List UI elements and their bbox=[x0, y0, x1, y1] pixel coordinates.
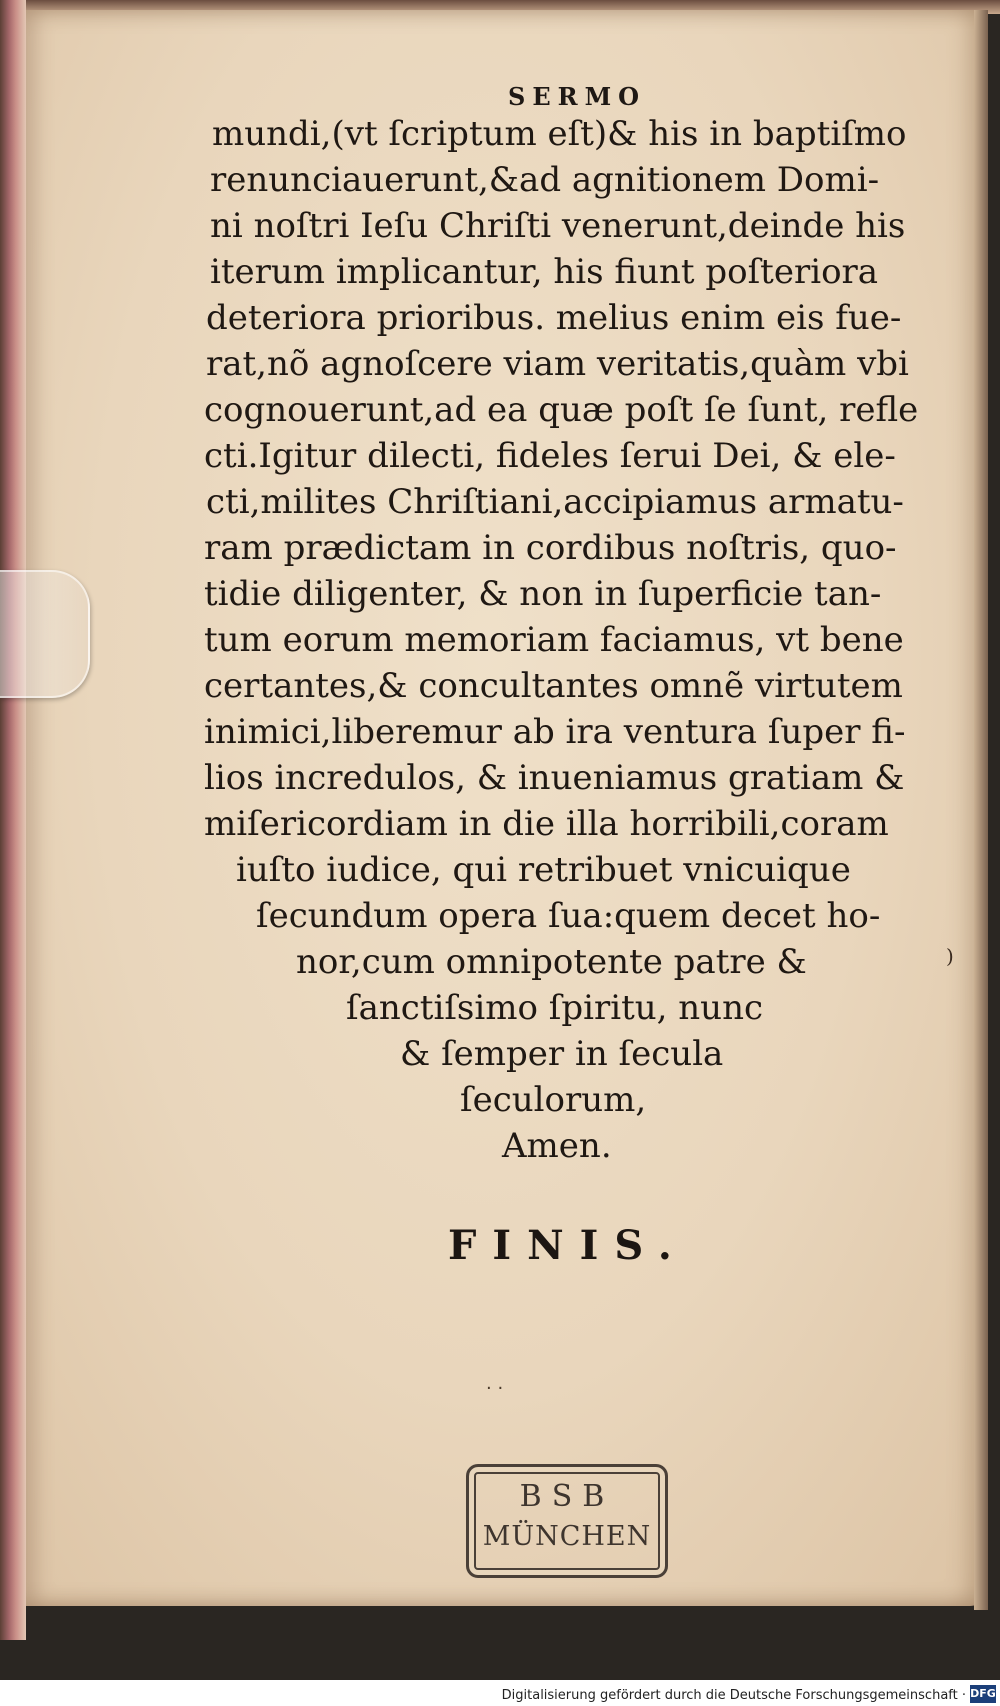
text-line: mundi,(vt ſcriptum eſt)& his in baptiſmo bbox=[212, 114, 907, 154]
page-binding-edge bbox=[0, 0, 26, 1640]
stamp-text-munchen: MÜNCHEN bbox=[482, 1521, 652, 1552]
text-line: cti.Igitur dilecti, fideles ſerui Dei, & ele- bbox=[204, 436, 896, 476]
text-line: tidie diligenter, & non in ſuperficie tan- bbox=[204, 574, 882, 614]
text-line: ram prædictam in cordibus noſtris, quo- bbox=[204, 528, 897, 568]
text-line: inimici,liberemur ab ira ventura ſuper fi- bbox=[204, 712, 906, 752]
library-stamp bbox=[466, 1464, 668, 1578]
text-line: cognouerunt,ad ea quæ poſt ſe ſunt, refle bbox=[204, 390, 919, 430]
text-line: ſeculorum, bbox=[460, 1080, 647, 1120]
text-line: rat,nõ agnoſcere viam veritatis,quàm vbi bbox=[206, 344, 909, 384]
stamp-text-bsb: BSB bbox=[519, 1479, 615, 1514]
text-line: certantes,& concultantes omnẽ virtutem bbox=[204, 666, 903, 706]
footer-bar bbox=[0, 1680, 1000, 1706]
text-line: cti,milites Chriſtiani,accipiamus armatu- bbox=[206, 482, 904, 522]
text-line: tum eorum memoriam faciamus, vt bene bbox=[204, 620, 904, 660]
text-line: Amen. bbox=[502, 1126, 612, 1166]
footer-credit: Digitalisierung gefördert durch die Deutsche Forschungsgemeinschaft · bbox=[501, 1688, 966, 1703]
text-line: renunciauerunt,&ad agnitionem Domi- bbox=[210, 160, 880, 200]
dfg-logo: DFG bbox=[970, 1685, 996, 1703]
text-line: ſecundum opera ſua:quem decet ho- bbox=[256, 896, 881, 936]
running-head: SERMO bbox=[508, 82, 647, 111]
text-line: iterum implicantur, his fiunt poſteriora bbox=[210, 252, 879, 292]
page-clip bbox=[0, 570, 90, 698]
ink-dots: · · bbox=[486, 1378, 504, 1399]
text-line: ni noſtri Ieſu Chriſti venerunt,deinde his bbox=[210, 206, 906, 246]
finis-heading: FINIS. bbox=[448, 1222, 688, 1269]
text-line: deteriora prioribus. melius enim eis fue- bbox=[206, 298, 902, 338]
text-line: miſericordiam in die illa horribili,coram bbox=[204, 804, 889, 844]
page-right-edge bbox=[974, 10, 988, 1610]
margin-mark: ) bbox=[946, 944, 954, 968]
text-line: nor,cum omnipotente patre & bbox=[296, 942, 807, 982]
text-line: lios incredulos, & inueniamus gratiam & bbox=[204, 758, 905, 798]
text-line: iuſto iudice, qui retribuet vnicuique bbox=[236, 850, 851, 890]
text-line: ſanctiſsimo ſpiritu, nunc bbox=[346, 988, 764, 1028]
text-line: & ſemper in ſecula bbox=[400, 1034, 724, 1074]
